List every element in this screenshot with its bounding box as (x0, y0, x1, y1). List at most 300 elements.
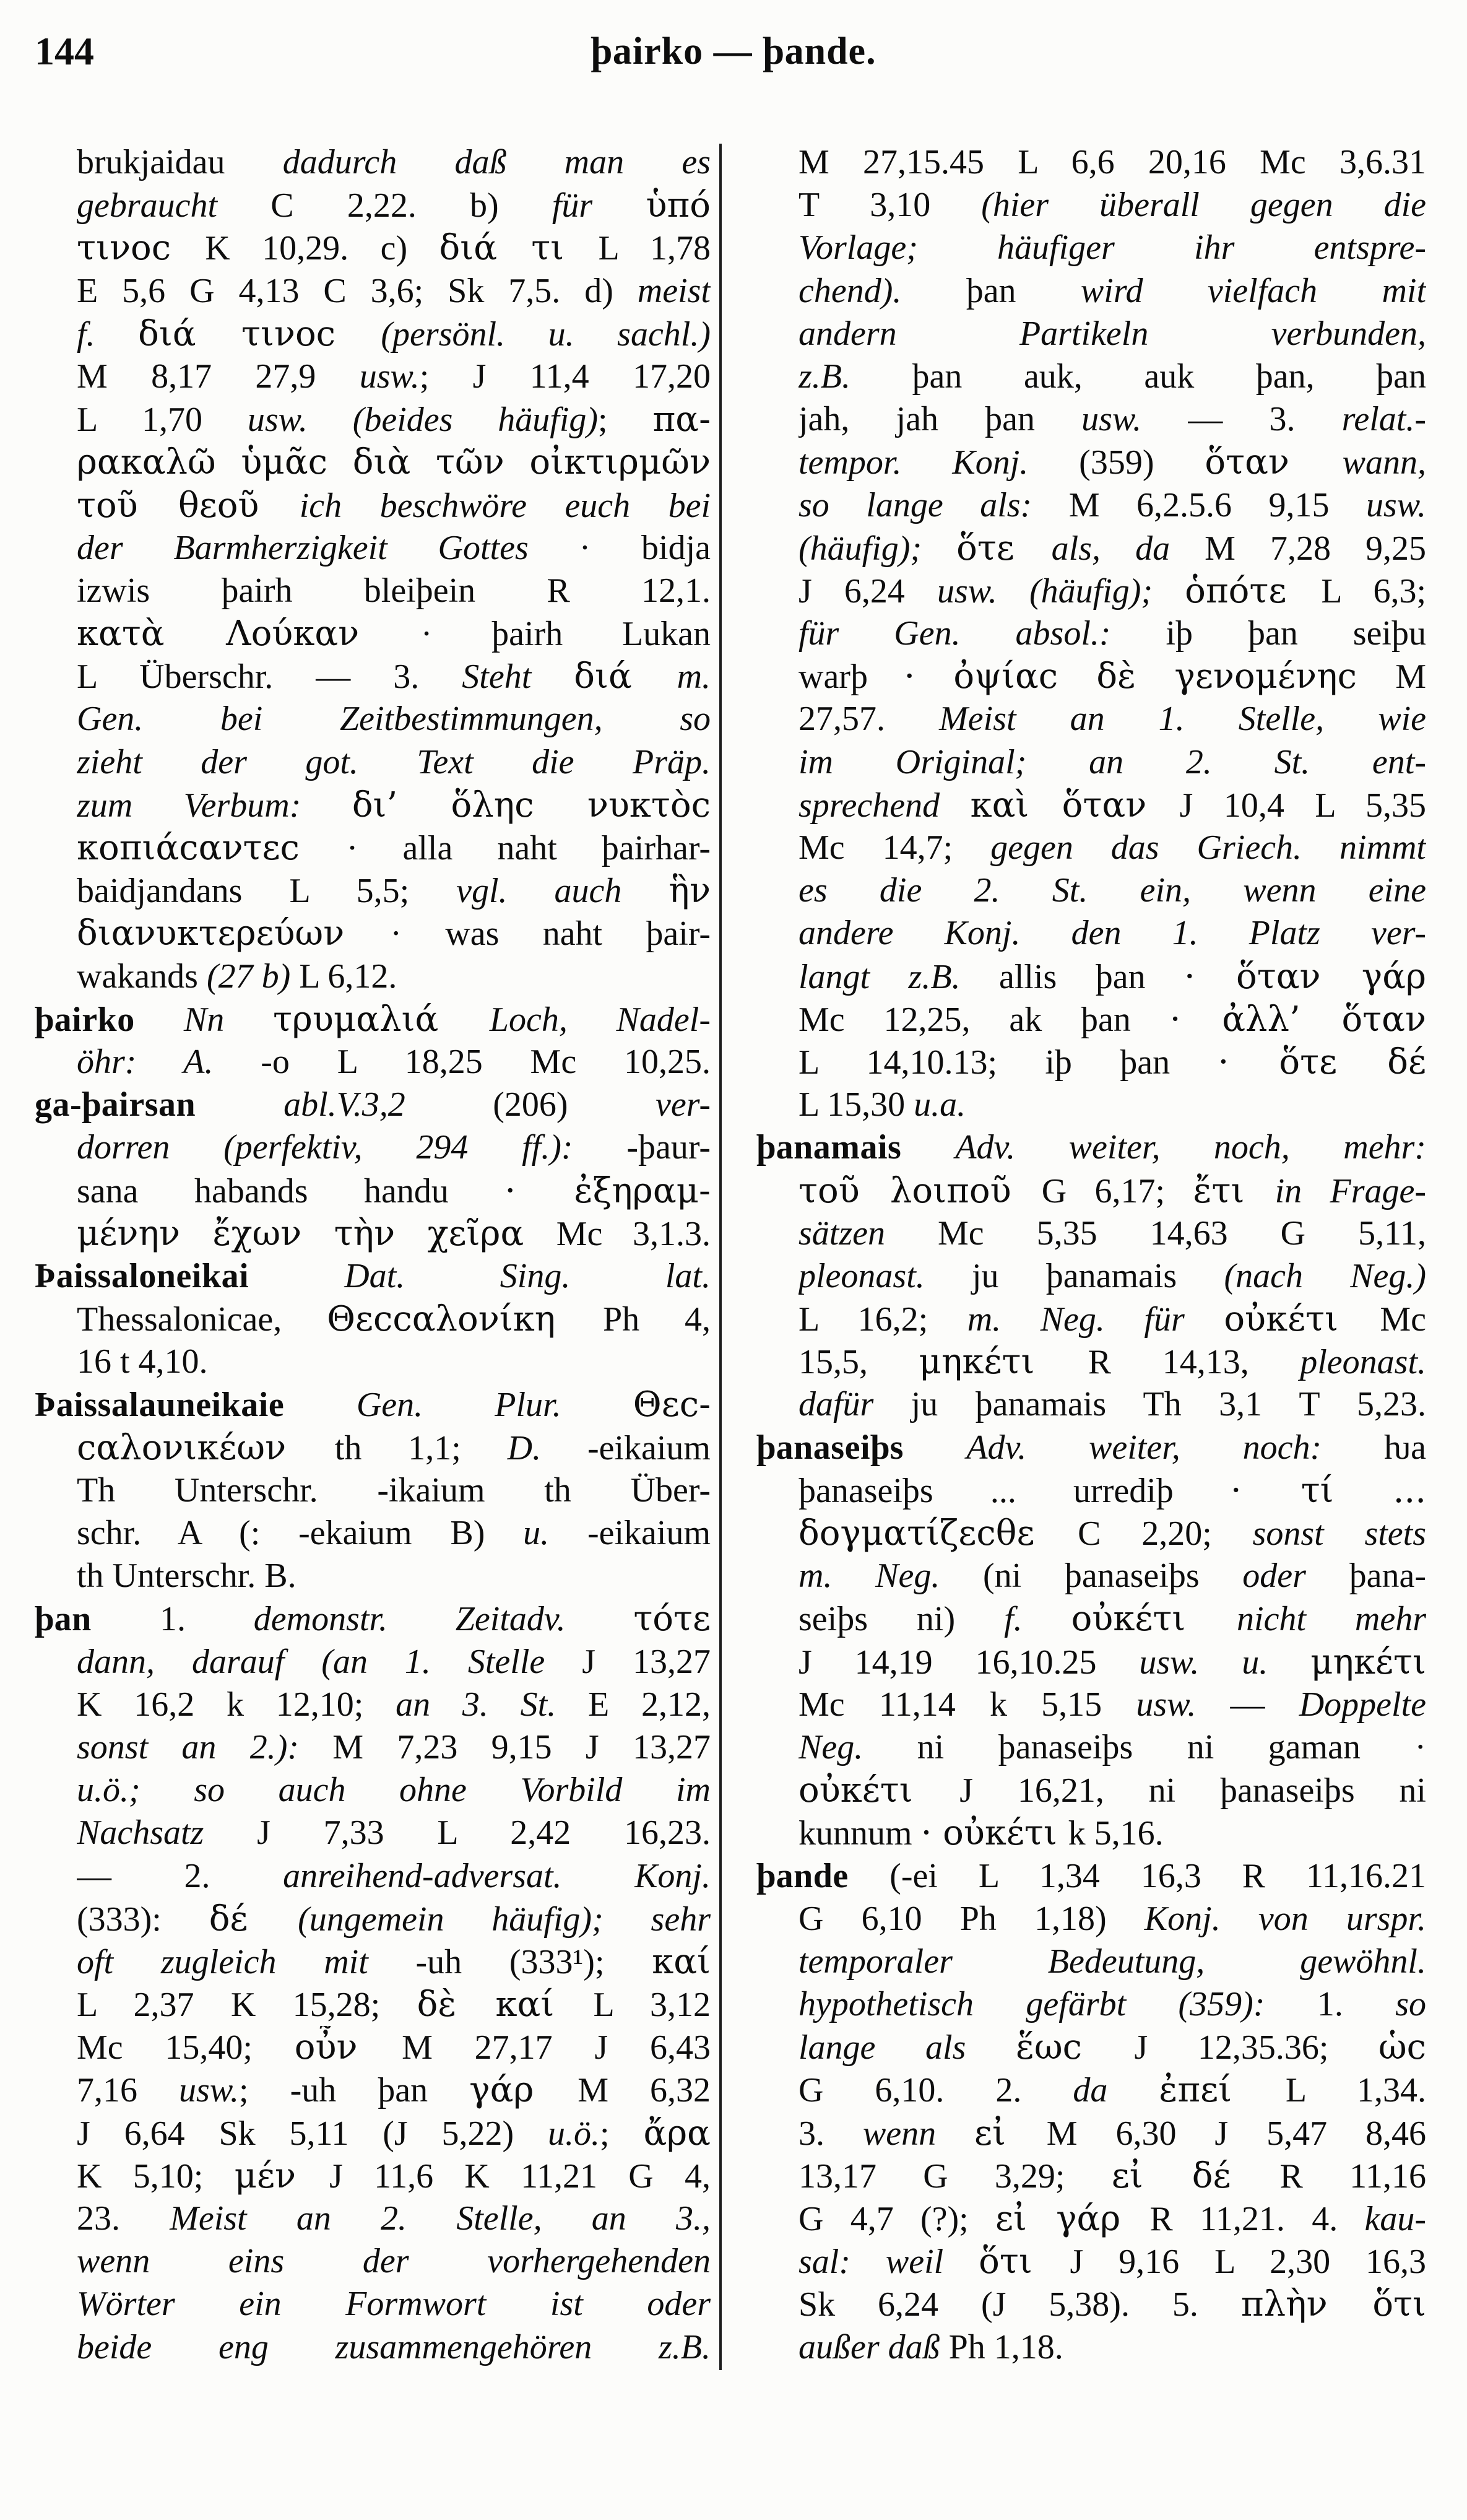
text-run: iþ þan seiþu (1166, 614, 1426, 653)
text-line (77, 527, 711, 570)
text-run: M 6,30 J 5,47 8,46 (1046, 2114, 1426, 2153)
emphasis-run: temporaler Bedeutung, gewöhnl. (798, 1942, 1426, 1981)
text-run: Mc (1380, 1300, 1426, 1339)
text-line (77, 441, 711, 484)
emphasis-run: sonst stets (1252, 1514, 1426, 1553)
greek-run: τοῦ θεοῦ (77, 485, 300, 526)
text-line (77, 1855, 711, 1898)
text-run: L Überschr. — 3. (77, 658, 462, 697)
headword: þande (756, 1856, 890, 1895)
greek-run: μέν (234, 2155, 330, 2196)
emphasis-run: sonst an 2.): (77, 1727, 333, 1766)
emphasis-run: Vorlage; häufiger ihr entspre- (798, 228, 1426, 267)
greek-run: Θεccαλονίκη (327, 1299, 603, 1340)
emphasis-run: sprechend (798, 786, 971, 825)
text-run: J 7,33 L 2,42 16,23. (257, 1814, 711, 1853)
text-run: 15,5, (798, 1343, 919, 1382)
emphasis-run: der Barmherzigkeit Gottes (77, 528, 579, 567)
emphasis-run: Adv. weiter, noch, mehr: (955, 1128, 1426, 1167)
emphasis-run: m. Neg. für (967, 1300, 1224, 1339)
left-column (35, 141, 711, 2369)
text-line (798, 912, 1426, 955)
emphasis-run: Wörter ein Formwort ist oder (77, 2285, 711, 2324)
text-run: L 6,3; (1321, 571, 1426, 610)
text-line (798, 184, 1426, 227)
greek-run: διανυκτερεύων (77, 913, 391, 954)
text-line (798, 2326, 1426, 2369)
text-run: -þaur- (626, 1128, 711, 1167)
emphasis-run: oder (1242, 1557, 1349, 1596)
text-line (756, 1126, 1426, 1169)
emphasis-run: (ungemein häufig); sehr (298, 1900, 711, 1939)
text-line (77, 912, 711, 955)
text-run: G 6,10. 2. (798, 2071, 1073, 2110)
text-line (798, 1212, 1426, 1255)
greek-run: τοῦ λοιποῦ (798, 1170, 1042, 1211)
text-line (798, 2155, 1426, 2197)
emphasis-run: usw. (beides häufig) (247, 401, 599, 440)
text-run: ju þanamais (971, 1256, 1224, 1295)
text-run: (333): (77, 1900, 209, 1939)
emphasis-run: in Frage- (1274, 1171, 1426, 1210)
emphasis-run: Loch, Nadel- (489, 1000, 711, 1039)
text-line (798, 955, 1426, 998)
text-line (77, 1170, 711, 1212)
text-line (798, 1597, 1426, 1640)
text-run: Mc 5,35 14,63 G 5,11, (938, 1214, 1426, 1253)
text-line (77, 2026, 711, 2069)
text-line (77, 1769, 711, 1812)
text-line (798, 1469, 1426, 1512)
text-run: allis þan (998, 957, 1184, 996)
headword: Þaissaloneikai (35, 1256, 345, 1295)
emphasis-run: pleonast. (1300, 1343, 1426, 1382)
text-run: k 5,16. (1068, 1814, 1164, 1853)
text-line (798, 741, 1426, 784)
greek-run: · οὐκέτι (920, 1813, 1068, 1854)
text-line (798, 1641, 1426, 1684)
greek-run: καί (652, 1941, 711, 1982)
text-run: izwis þairh bleiþein R 12,1. (77, 571, 711, 610)
text-line (798, 1170, 1426, 1212)
text-run: J 14,19 16,10.25 (798, 1643, 1140, 1682)
greek-run: ὡc (1378, 2027, 1426, 2068)
emphasis-run: da (1073, 2071, 1159, 2110)
emphasis-run: sätzen (798, 1214, 938, 1253)
text-line (77, 1512, 711, 1555)
text-line (798, 227, 1426, 269)
headword: ga-þairsan (35, 1085, 284, 1124)
emphasis-run: usw. (1081, 400, 1188, 439)
text-run: 13,17 G 3,29; (798, 2157, 1112, 2196)
emphasis-run: relat.- (1341, 400, 1426, 439)
emphasis-run: Nn (183, 1000, 273, 1039)
emphasis-run: wann, (1342, 443, 1426, 482)
greek-run: κατὰ Λούκαν (77, 614, 421, 654)
emphasis-run: Neg. (798, 1727, 917, 1766)
text-run: L 1,34. (1285, 2071, 1426, 2110)
text-run: 27,57. (798, 700, 940, 739)
text-run: — 2. (77, 1856, 283, 1895)
text-line (798, 1555, 1426, 1597)
text-line (798, 527, 1426, 570)
text-line (77, 1940, 711, 1983)
text-line (77, 2069, 711, 2111)
text-run: Mc 14,7; (798, 828, 991, 867)
text-line (798, 1983, 1426, 2026)
text-run: — (1230, 1685, 1299, 1724)
text-line (756, 1427, 1426, 1469)
emphasis-run: (hier überall gegen die (981, 186, 1426, 225)
emphasis-run: an 3. St. (396, 1685, 588, 1724)
text-run: L 1,78 (598, 229, 711, 268)
text-run: G 4,7 (?); (798, 2200, 996, 2238)
greek-run: οὐκέτι (1224, 1299, 1380, 1340)
text-line (77, 1684, 711, 1726)
emphasis-run: (persönl. u. sachl.) (381, 315, 711, 354)
text-run: T 3,10 (798, 186, 982, 225)
greek-run: διά τι (439, 228, 599, 269)
text-line (77, 827, 711, 869)
emphasis-run: nicht mehr (1237, 1600, 1426, 1639)
text-run: · bidja (579, 528, 711, 567)
text-run: R 11,16 (1279, 2157, 1426, 2196)
text-line (77, 270, 711, 313)
emphasis-run: andere Konj. den 1. Platz ver- (798, 914, 1426, 953)
text-line (798, 1512, 1426, 1555)
greek-run: γάρ (469, 2070, 578, 2111)
text-line (77, 2240, 711, 2283)
text-run: J 10,4 L 5,35 (1179, 786, 1426, 825)
text-run: K 16,2 k 12,10; (77, 1685, 396, 1724)
greek-run: ὅταν (1205, 442, 1343, 483)
emphasis-run: usw. u. (1139, 1643, 1311, 1682)
emphasis-run: langt z.B. (798, 957, 999, 996)
text-line (798, 1769, 1426, 1812)
emphasis-run: wird vielfach mit (1080, 271, 1426, 310)
greek-run: μηκέτι (1310, 1641, 1426, 1682)
text-line (77, 355, 711, 398)
text-run: 7,16 (77, 2071, 180, 2110)
text-line (77, 1641, 711, 1684)
text-run: L 15,30 (798, 1085, 914, 1124)
emphasis-run: so (1395, 1985, 1426, 2024)
text-line (35, 1383, 711, 1426)
text-line (756, 1855, 1426, 1898)
text-line (77, 955, 711, 998)
emphasis-run: wenn (862, 2114, 975, 2153)
greek-run: οὖν (294, 2027, 402, 2068)
text-line (77, 1812, 711, 1854)
text-line (77, 398, 711, 441)
text-line (77, 1427, 711, 1469)
text-run: C 2,22. b) (270, 186, 552, 225)
text-line (77, 1469, 711, 1512)
text-run: ; (600, 2114, 644, 2153)
greek-run: διά τινοc (138, 313, 381, 354)
text-line (798, 441, 1426, 484)
text-run: J 13,27 (582, 1642, 711, 1681)
text-run: warþ (798, 658, 904, 697)
text-line (798, 2240, 1426, 2283)
right-column (756, 141, 1426, 2369)
text-run: þan auk, auk þan, þan (912, 357, 1426, 396)
emphasis-run: sal: weil (798, 2243, 979, 2282)
greek-run: καὶ ὅταν (970, 784, 1180, 825)
text-run: G 6,17; (1041, 1171, 1193, 1210)
emphasis-run: Meist an 2. Stelle, an 3., (170, 2199, 711, 2238)
text-run: ju þanamais Th 3,1 T 5,23. (911, 1385, 1426, 1424)
emphasis-run: u.ö.; so auch ohne Vorbild im (77, 1771, 711, 1810)
page-number: 144 (35, 29, 94, 73)
text-line (77, 2283, 711, 2326)
emphasis-run: usw. (359, 357, 420, 396)
text-line (77, 1726, 711, 1769)
emphasis-run: (häufig); (798, 529, 957, 568)
text-line (798, 1940, 1426, 1983)
text-line (798, 1898, 1426, 1940)
emphasis-run: m. Neg. (798, 1557, 984, 1596)
greek-run: ἕωc (1015, 2027, 1135, 2068)
emphasis-run: demonstr. Zeitadv. (253, 1600, 634, 1639)
emphasis-run: chend). (798, 271, 966, 310)
text-line (77, 612, 711, 655)
greek-run: · ὀψίαc δὲ γενομένηc (904, 656, 1396, 697)
text-run: — 3. (1188, 400, 1342, 439)
greek-run: εἰ δέ (1111, 2155, 1280, 2196)
text-run: (206) (493, 1085, 656, 1124)
headword: þanamais (756, 1128, 956, 1167)
greek-run: τινοc (77, 228, 206, 269)
emphasis-run: ver- (655, 1085, 711, 1124)
text-run: þana- (1349, 1557, 1426, 1596)
emphasis-run: Nachsatz (77, 1814, 257, 1853)
greek-run: δέ (209, 1898, 298, 1939)
emphasis-run: zieht der got. Text die Präp. (77, 742, 711, 781)
text-run: baidjandans L 5,5; (77, 872, 457, 911)
text-run: -eikaium (587, 1428, 711, 1467)
greek-run: τρυμαλιά (272, 999, 490, 1040)
text-line (798, 1041, 1426, 1084)
text-run: Mc 3,1.3. (556, 1214, 711, 1253)
text-line (798, 2197, 1426, 2240)
text-run: 1. (160, 1600, 254, 1639)
headword: þan (35, 1600, 160, 1639)
emphasis-run: usw. (häufig); (937, 571, 1185, 610)
emphasis-run: Gen. bei Zeitbestimmungen, so (77, 700, 711, 739)
text-line (77, 1983, 711, 2026)
text-line (77, 2155, 711, 2197)
text-line (77, 2326, 711, 2369)
text-line (35, 1084, 711, 1126)
greek-run: μηκέτι (919, 1342, 1088, 1383)
emphasis-run: außer daß (798, 2327, 949, 2366)
text-line (77, 2112, 711, 2155)
text-run: ni þanaseiþs ni gaman · (917, 1727, 1426, 1766)
text-run: M 6,2.5.6 9,15 (1068, 485, 1366, 524)
emphasis-run: u. (523, 1514, 587, 1552)
text-line (77, 1898, 711, 1940)
running-head (0, 24, 1467, 79)
greek-run: δι’ ὅληc νυκτὸc (352, 784, 711, 825)
greek-run: ἄρα (643, 2113, 711, 2153)
text-run: M 27,17 J 6,43 (402, 2028, 711, 2067)
emphasis-run: hypothetisch gefärbt (359): (798, 1985, 1317, 2024)
emphasis-run: dadurch daß man es (282, 143, 711, 181)
text-run: E 5,6 G 4,13 C 3,6; Sk 7,5. d) (77, 271, 638, 310)
column-divider-rule (719, 144, 722, 2370)
text-line (77, 1212, 711, 1255)
text-line (798, 355, 1426, 398)
emphasis-run: oft zugleich mit (77, 1942, 416, 1981)
text-line (798, 655, 1426, 698)
greek-run: · ἀλλ’ ὅταν (1169, 999, 1426, 1040)
text-run: 23. (77, 2199, 170, 2238)
emphasis-run: es die 2. St. ein, wenn eine (798, 871, 1426, 910)
text-line (77, 1041, 711, 1084)
text-run: L 1,70 (77, 401, 248, 440)
emphasis-run: abl.V.3,2 (283, 1085, 493, 1124)
emphasis-run: im Original; an 2. St. ent- (798, 742, 1426, 781)
emphasis-run: m. (677, 658, 711, 697)
text-line (798, 2026, 1426, 2069)
text-run: (-ei L 1,34 16,3 R 11,16.21 (889, 1856, 1426, 1895)
emphasis-run: gebraucht (77, 186, 271, 225)
text-run: ; J 11,4 17,20 (419, 357, 711, 396)
text-line (77, 1298, 711, 1340)
greek-run: · ὅταν γάρ (1184, 956, 1426, 997)
running-title: þairko — þande. (591, 30, 876, 72)
text-run: R 14,13, (1088, 1343, 1300, 1382)
text-line (77, 484, 711, 527)
greek-run: τότε (633, 1599, 711, 1640)
text-line (77, 141, 711, 184)
greek-run: cαλονικέων (77, 1427, 335, 1468)
text-run: L 2,37 K 15,28; (77, 1986, 417, 2025)
text-line (798, 398, 1426, 441)
emphasis-run: Meist an 1. Stelle, wie (939, 700, 1426, 739)
text-run: brukjaidau (77, 143, 283, 181)
emphasis-run: Steht (462, 658, 574, 697)
text-run: M 7,23 9,15 J 13,27 (332, 1727, 711, 1766)
text-line (77, 784, 711, 827)
emphasis-run: dafür (798, 1385, 911, 1424)
emphasis-run: f. (1004, 1600, 1071, 1639)
emphasis-run: Adv. weiter, noch: (966, 1428, 1384, 1467)
emphasis-run: andern Partikeln verbunden, (798, 314, 1426, 353)
text-run: 16 t 4,10. (77, 1342, 208, 1381)
emphasis-run: kau- (1364, 2200, 1426, 2238)
text-run: J 6,24 (798, 571, 937, 610)
text-run: Sk 6,24 (J 5,38). 5. (798, 2285, 1241, 2324)
greek-run: ὑπό (646, 185, 711, 226)
text-run: seiþs ni) (798, 1600, 1005, 1639)
emphasis-run: f. (77, 315, 139, 354)
text-run: · alla naht þairhar- (346, 829, 711, 867)
text-run: schr. A (: -ekaium B) (77, 1514, 524, 1552)
emphasis-run: (nach Neg.) (1224, 1256, 1426, 1295)
text-line (35, 998, 711, 1041)
emphasis-run: usw. (1366, 485, 1426, 524)
greek-run: οὐκέτι (798, 1770, 960, 1811)
greek-run: οὐκέτι (1071, 1599, 1237, 1640)
text-run: L 14,10.13; iþ þan (798, 1043, 1218, 1082)
text-run: -o L 18,25 Mc 10,25. (261, 1042, 711, 1081)
emphasis-run: usw. (1136, 1685, 1231, 1724)
greek-run: ρακαλῶ ὑμᾶc διὰ τῶν οἰκτιρμῶν (77, 442, 711, 483)
text-run: J 16,21, ni þanaseiþs ni (959, 1771, 1426, 1810)
headword: þairko (35, 1000, 184, 1039)
text-run: J 11,6 K 11,21 G 4, (329, 2157, 711, 2196)
text-line (77, 2197, 711, 2240)
text-run: J 12,35.36; (1134, 2028, 1378, 2067)
text-run: C 2,20; (1078, 1514, 1253, 1553)
greek-run: · τί ... (1230, 1470, 1426, 1511)
text-line (798, 570, 1426, 612)
emphasis-run: wenn eins der vorhergehenden (77, 2242, 711, 2281)
text-line (798, 1812, 1426, 1854)
emphasis-run: (27 b) (206, 957, 300, 996)
emphasis-run: als, da (1051, 529, 1205, 568)
text-line (798, 141, 1426, 184)
greek-run: πα- (652, 399, 711, 440)
text-run: ƕa (1384, 1428, 1426, 1467)
emphasis-run: z.B. (798, 357, 912, 396)
text-run: Mc 11,14 k 5,15 (798, 1685, 1136, 1724)
text-run: Thessalonicae, (77, 1300, 327, 1339)
greek-run: εἰ (974, 2113, 1047, 2153)
text-line (798, 1298, 1426, 1340)
greek-run: δὲ καί (417, 1984, 594, 2025)
text-line (798, 484, 1426, 527)
text-run: jah, jah þan (798, 400, 1082, 439)
greek-run: διά (574, 656, 677, 697)
text-run: 1. (1317, 1985, 1396, 2024)
text-line (77, 741, 711, 784)
text-line (798, 784, 1426, 827)
emphasis-run: Konj. von urspr. (1144, 1899, 1426, 1938)
greek-run: Θεc- (633, 1384, 711, 1425)
text-line (798, 827, 1426, 869)
text-run: J 9,16 L 2,30 16,3 (1070, 2243, 1426, 2282)
text-run: th 1,1; (334, 1428, 508, 1467)
emphasis-run: für (552, 186, 646, 225)
emphasis-run: anreihend-adversat. Konj. (283, 1856, 711, 1895)
text-run: G 6,10 Ph 1,18) (798, 1899, 1145, 1938)
text-run: wakands (77, 957, 207, 996)
text-run: 3. (798, 2114, 863, 2153)
text-run: Ph 1,18. (948, 2327, 1063, 2366)
greek-run: ὅτι (979, 2241, 1070, 2282)
text-line (77, 313, 711, 355)
text-line (798, 698, 1426, 741)
text-run: þan (966, 271, 1081, 310)
text-run: Ph 4, (602, 1300, 711, 1339)
text-line (77, 570, 711, 612)
greek-run: μένην ἔχων τὴν χεῖρα (77, 1213, 556, 1254)
emphasis-run: ich beschwöre euch bei (299, 486, 711, 525)
emphasis-run: meist (637, 271, 711, 310)
text-run: K 10,29. c) (205, 229, 439, 268)
text-run: R 11,21. 4. (1149, 2200, 1365, 2238)
greek-run: ὁπότε (1185, 570, 1322, 611)
emphasis-run: so lange als: (798, 485, 1069, 524)
text-run: L 16,2; (798, 1300, 967, 1339)
text-run: M 8,17 27,9 (77, 357, 360, 396)
greek-run: ἐπεί (1159, 2070, 1286, 2111)
emphasis-run: öhr: A. (77, 1042, 261, 1081)
text-run: -eikaium (587, 1514, 711, 1552)
